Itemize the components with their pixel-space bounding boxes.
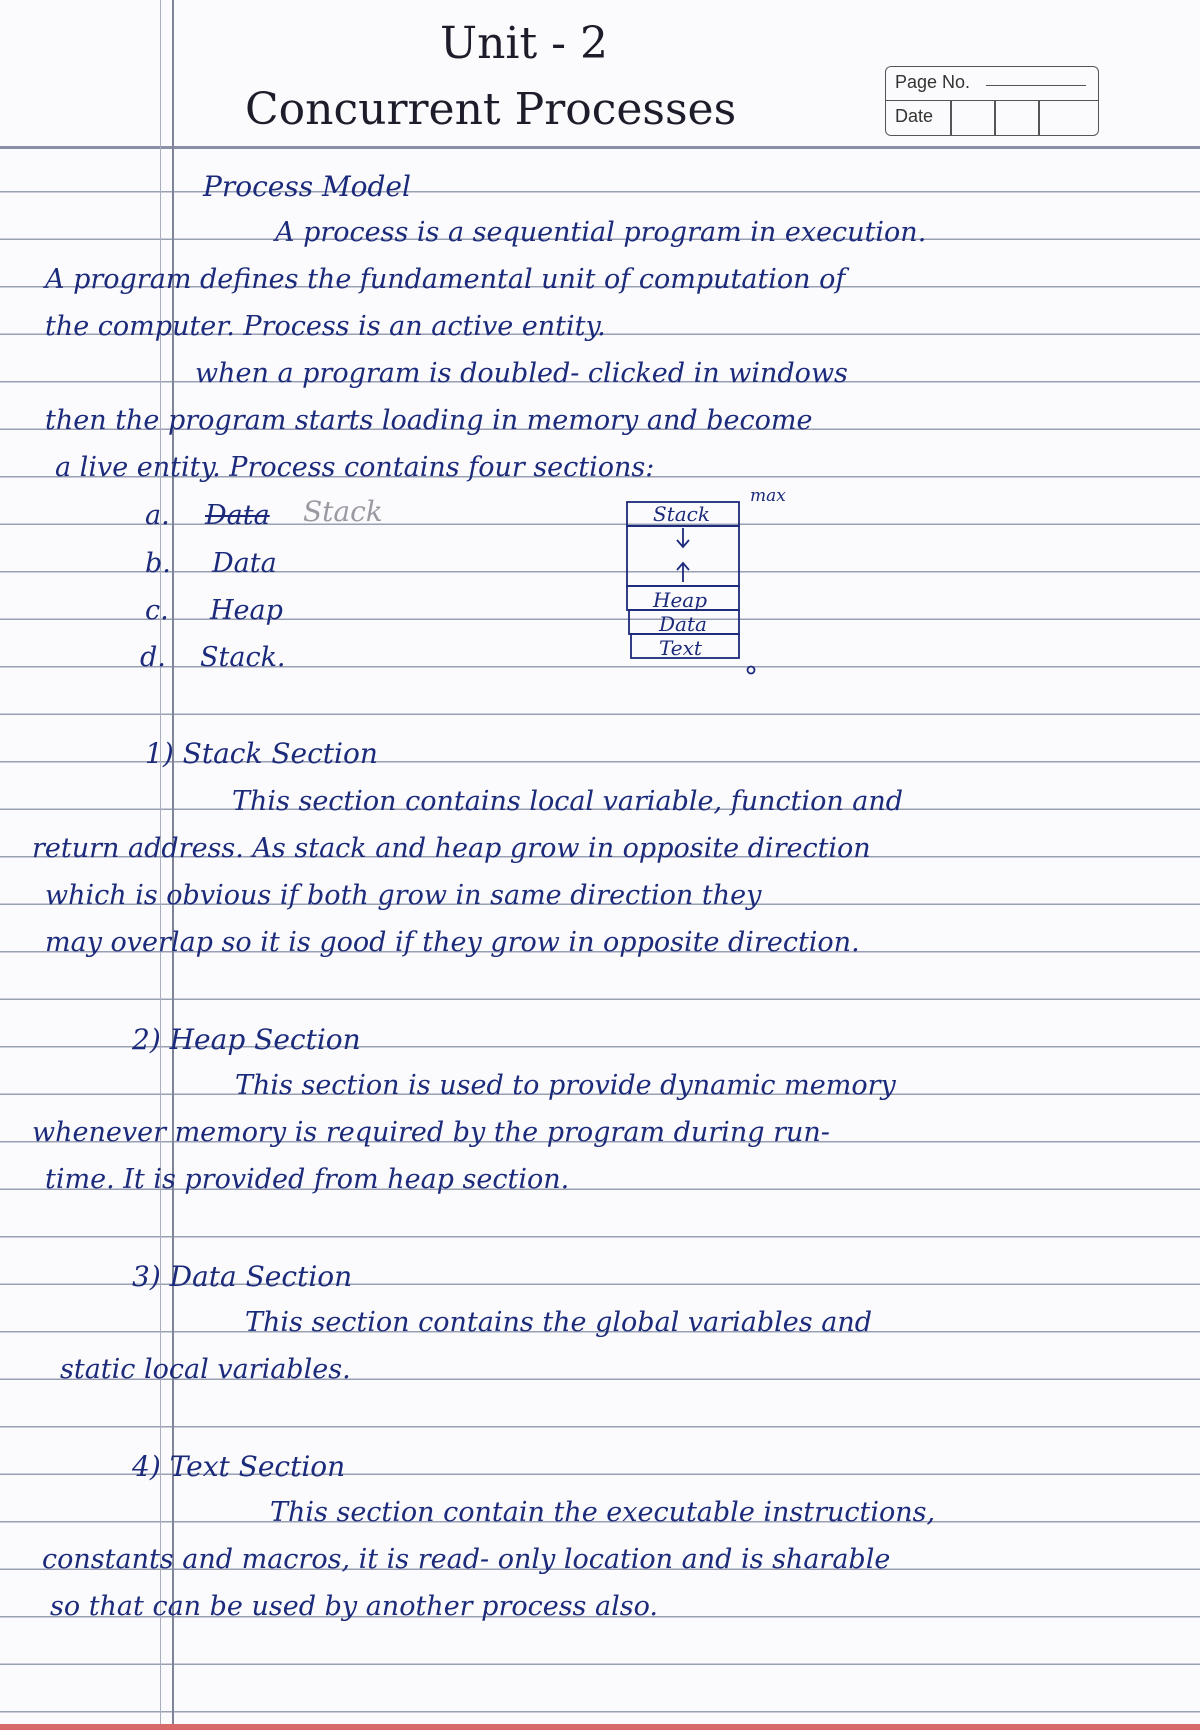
paragraph-line: which is obvious if both grow in same direction they: [45, 880, 762, 911]
paragraph-line: This section contains the global variables and: [245, 1307, 872, 1338]
paragraph-line: constants and macros, it is read- only location and is sharable: [42, 1544, 891, 1575]
paragraph-line: whenever memory is required by the program during run-: [32, 1117, 830, 1148]
list-item: Stack.: [200, 642, 286, 673]
paragraph-line: so that can be used by another process also.: [50, 1591, 658, 1622]
list-item: Heap: [210, 595, 283, 626]
page-title: Concurrent Processes: [245, 84, 737, 135]
page-bottom-edge: [0, 1724, 1200, 1730]
list-marker: b.: [145, 548, 171, 579]
paragraph-line: the computer. Process is an active entity.: [45, 311, 606, 342]
paragraph-line: time. It is provided from heap section.: [45, 1164, 570, 1195]
paragraph-line: A process is a sequential program in execution.: [275, 217, 927, 248]
memory-layout-diagram: [625, 500, 765, 680]
page-date-box: [885, 66, 1099, 136]
date-cell-divider: [994, 101, 996, 135]
diagram-label-stack: Stack: [653, 502, 710, 526]
header-rule: [0, 146, 1200, 149]
paragraph-line: a live entity. Process contains four sections:: [55, 452, 655, 483]
list-item: Data: [212, 548, 277, 579]
process-model-heading: Process Model: [203, 170, 411, 203]
date-label: Date: [895, 106, 934, 126]
list-marker: d.: [140, 642, 166, 673]
date-cell-divider: [1038, 101, 1040, 135]
paragraph-line: static local variables.: [60, 1354, 351, 1385]
paragraph-line: when a program is doubled- clicked in windows: [195, 358, 848, 389]
diagram-label-heap: Heap: [653, 588, 708, 612]
paragraph-line: return address. As stack and heap grow in opposite direction: [32, 833, 871, 864]
paragraph-line: A program defines the fundamental unit of computation of: [45, 264, 846, 295]
diagram-max-label: max: [750, 486, 786, 506]
date-row: [886, 101, 1098, 134]
paragraph-line: This section is used to provide dynamic memory: [235, 1070, 896, 1101]
page-no-line: [986, 85, 1086, 86]
list-item-correction: Stack: [303, 495, 383, 528]
list-marker: c.: [145, 595, 169, 626]
stack-section-heading: 1) Stack Section: [145, 737, 378, 770]
text-section-heading: 4) Text Section: [132, 1450, 346, 1483]
list-item-struck: Data: [205, 500, 270, 531]
heap-section-heading: 2) Heap Section: [132, 1023, 361, 1056]
paragraph-line: This section contain the executable instructions,: [270, 1497, 936, 1528]
paragraph-line: then the program starts loading in memory and become: [45, 405, 813, 436]
zero-address-mark: [748, 667, 755, 674]
unit-heading: Unit - 2: [440, 18, 609, 69]
date-cell-divider: [950, 101, 952, 135]
paragraph-line: may overlap so it is good if they grow in opposite direction.: [45, 927, 860, 958]
list-marker: a.: [145, 500, 170, 531]
paragraph-line: This section contains local variable, function and: [232, 786, 904, 817]
data-section-heading: 3) Data Section: [132, 1260, 353, 1293]
page-no-label: Page No.: [895, 72, 971, 92]
page-no-row: [886, 67, 1098, 101]
diagram-label-text: Text: [659, 636, 702, 660]
diagram-label-data: Data: [659, 612, 707, 636]
